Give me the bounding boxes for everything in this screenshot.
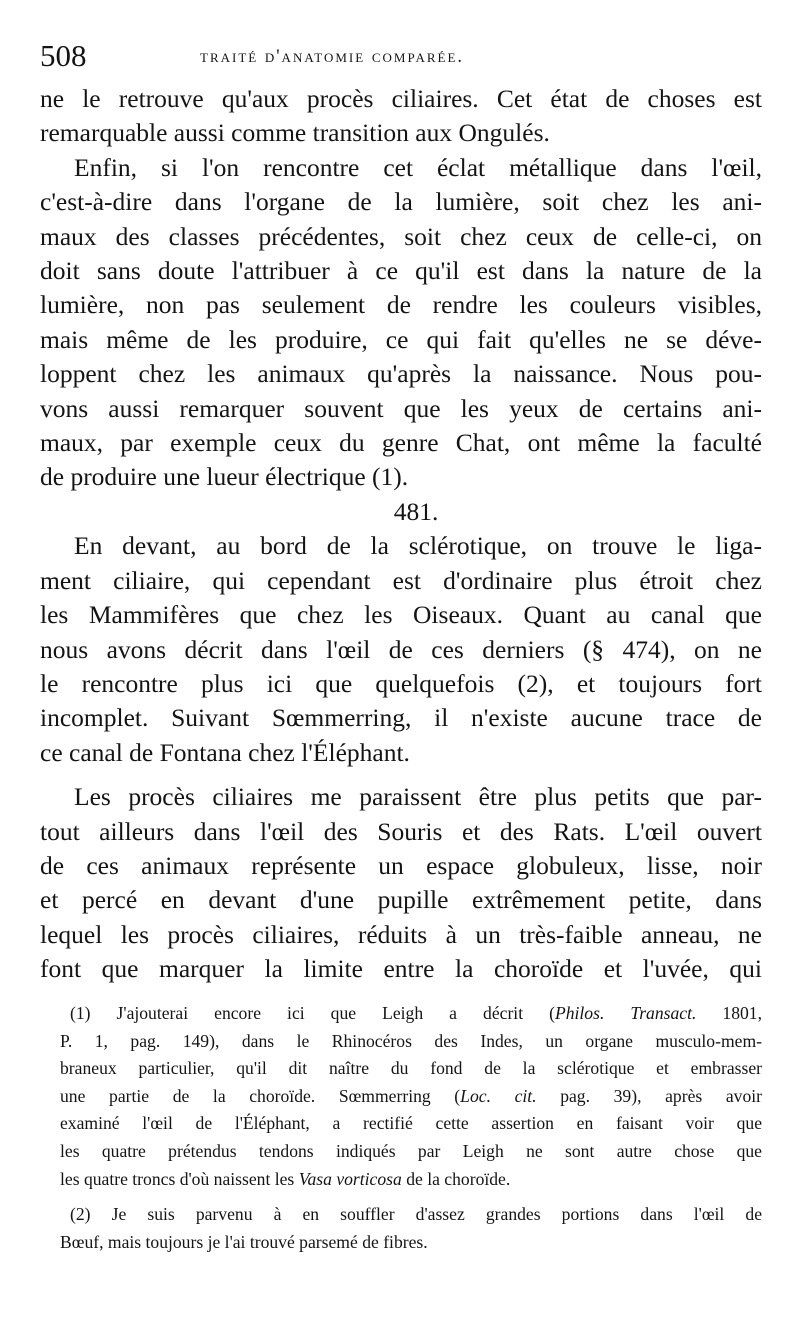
text-line: remarquable aussi comme transition aux Ongulés.	[40, 118, 550, 148]
footnotes	[60, 1000, 762, 1256]
text-line: Enfin, si l'on rencontre cet éclat métallique dans l'œil,	[74, 152, 762, 182]
text-line: nous avons décrit dans l'œil de ces derniers (§ 474), on ne	[40, 634, 762, 664]
text-line: ce canal de Fontana chez l'Éléphant.	[40, 737, 410, 767]
text-line: c'est-à-dire dans l'organe de la lumière, soit chez les ani-	[40, 187, 762, 217]
text-line: Les procès ciliaires me paraissent être plus petits que par-	[74, 782, 762, 812]
footnote-gap	[60, 1193, 762, 1201]
footnote-text: une partie de la choroïde. Sœmmerring (	[60, 1085, 461, 1106]
footnote-line	[60, 1000, 762, 1028]
text-line: les Mammifères que chez les Oiseaux. Quant au canal que	[40, 600, 762, 630]
text-line: le rencontre plus ici que quelquefois (2), et toujours fort	[40, 668, 762, 698]
footnote-line: P. 1, pag. 149), dans le Rhinocéros des Indes, un organe musculo-mem-	[60, 1030, 762, 1051]
page-number: 508	[40, 38, 87, 73]
text-line: de ces animaux représente un espace globuleux, lisse, noir	[40, 850, 762, 880]
text-line: En devant, au bord de la sclérotique, on trouve le liga-	[74, 531, 762, 561]
footnote-line: braneux particulier, qu'il dit naître du fond de la sclérotique et embrasser	[60, 1058, 762, 1079]
footnote-text: 1801,	[696, 1003, 762, 1023]
footnote-text: les quatre troncs d'où naissent les	[60, 1168, 299, 1189]
text-line: maux, par exemple ceux du genre Chat, ont même la faculté	[40, 428, 762, 458]
text-line: vons aussi remarquer souvent que les yeux de certains ani-	[40, 393, 762, 423]
text-line: loppent chez les animaux qu'après la naissance. Nous pou-	[40, 359, 762, 389]
footnote-citation: Philos. Transact.	[554, 1003, 697, 1023]
footnote-citation: Loc. cit.	[460, 1085, 537, 1106]
text-line: ne le retrouve qu'aux procès ciliaires. Cet état de choses est	[40, 84, 762, 113]
footnote-line: Bœuf, mais toujours je l'ai trouvé parsemé de fibres.	[60, 1231, 428, 1252]
running-title: traité d'anatomie comparée.	[200, 47, 465, 67]
running-head	[40, 36, 760, 76]
footnote-line: les quatre prétendus tendons indiqués par Leigh ne sont autre chose que	[60, 1140, 762, 1161]
text-line: de produire une lueur électrique (1).	[40, 462, 409, 492]
paragraph-gap	[40, 770, 762, 780]
text-line: doit sans doute l'attribuer à ce qu'il est dans la nature de la	[40, 256, 762, 286]
footnote-text: (1) J'ajouterai encore ici que Leigh a décrit (	[70, 1003, 555, 1023]
text-line: incomplet. Suivant Sœmmerring, il n'existe aucune trace de	[40, 703, 762, 733]
footnote-line	[60, 1166, 762, 1194]
text-line: lumière, non pas seulement de rendre les couleurs visibles,	[40, 290, 762, 320]
footnote-latin-term: Vasa vorticosa	[298, 1168, 402, 1189]
footnote-text: de la choroïde.	[401, 1168, 511, 1189]
footnote-line: (2) Je suis parvenu à en souffler d'assez grandes portions dans l'œil de	[70, 1204, 762, 1225]
text-line: ment ciliaire, qui cependant est d'ordinaire plus étroit chez	[40, 565, 762, 595]
text-line: mais même de les produire, ce qui fait qu'elles ne se déve-	[40, 324, 762, 354]
text-line: et percé en devant d'une pupille extrêmement petite, dans	[40, 885, 762, 915]
main-text	[40, 82, 762, 987]
footnote-line	[60, 1083, 762, 1111]
footnote-text: pag. 39), après avoir	[536, 1085, 762, 1106]
section-number: 481.	[393, 496, 439, 526]
footnote-line: examiné l'œil de l'Éléphant, a rectifié cette assertion en faisant voir que	[60, 1113, 762, 1134]
text-line: lequel les procès ciliaires, réduits à un très-faible anneau, ne	[40, 919, 762, 949]
text-line: font que marquer la limite entre la choroïde et l'uvée, qui	[40, 954, 762, 984]
text-line: tout ailleurs dans l'œil des Souris et des Rats. L'œil ouvert	[40, 816, 762, 846]
text-line: maux des classes précédentes, soit chez ceux de celle-ci, on	[40, 221, 762, 251]
